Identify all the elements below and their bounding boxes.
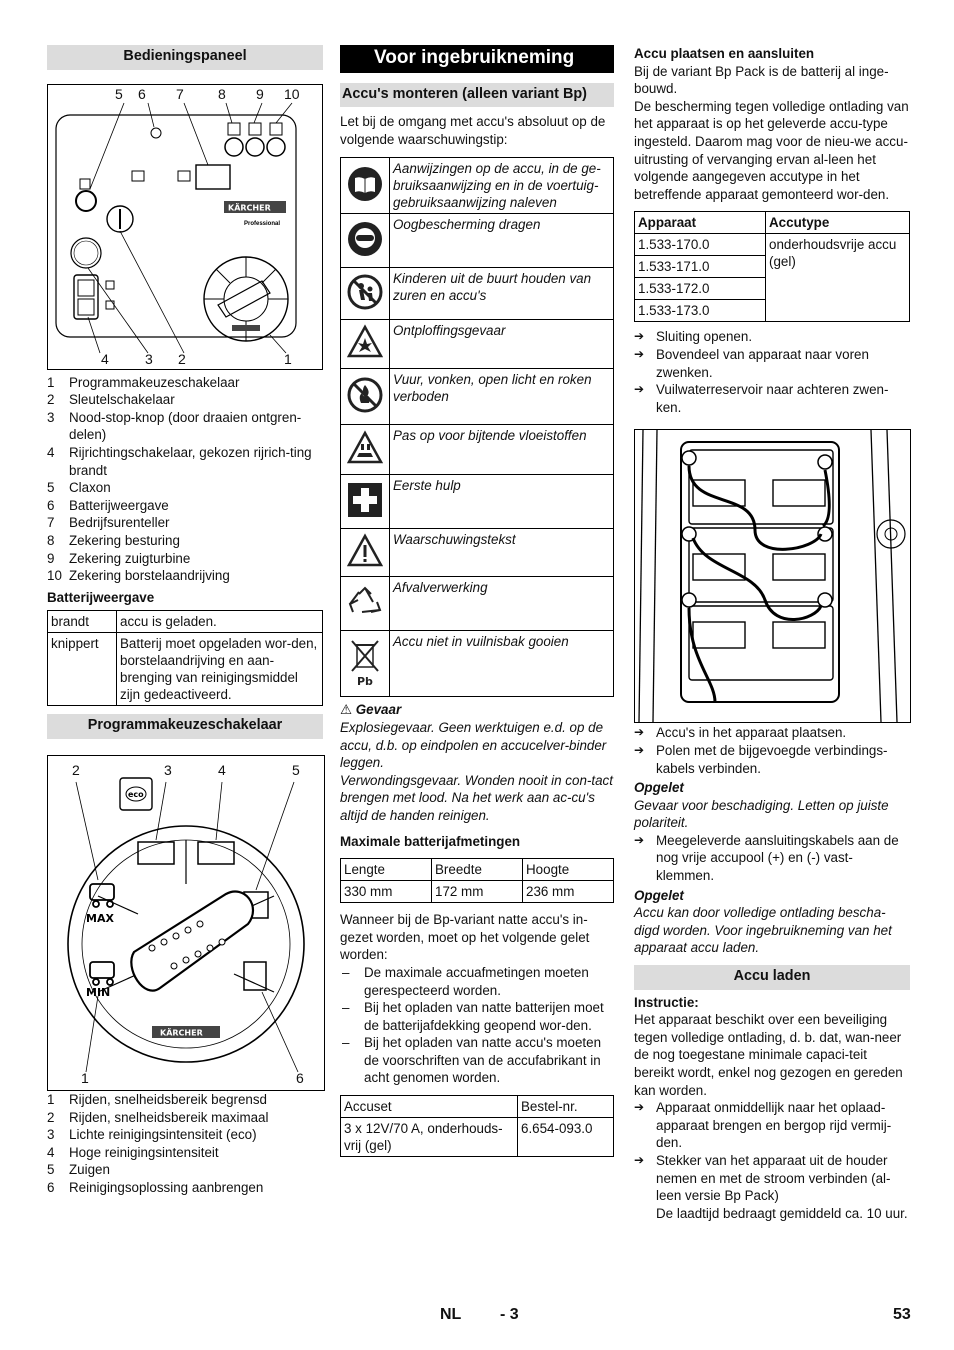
footer-page-number: 53 xyxy=(893,1306,911,1323)
selector-callout-1: 1 xyxy=(81,1069,89,1086)
callout-6: 6 xyxy=(138,85,146,102)
list-item: 1 Programmakeuzeschakelaar xyxy=(47,374,240,390)
list-item: 1 Rijden, snelheidsbereik begrensd xyxy=(47,1091,268,1107)
list-item: 3 Lichte reinigingsintensiteit (eco) xyxy=(47,1127,257,1143)
right-column xyxy=(634,40,910,1222)
list-item: 3 Nood-stop-knop (door draaien ontgren-delen) xyxy=(47,409,302,443)
table-row: 330 mm 172 mm 236 mm xyxy=(341,881,614,903)
caution-text: Gevaar voor beschadiging. Letten op juiste polariteit. xyxy=(634,797,889,831)
table-row: Oogbescherming dragen xyxy=(341,214,614,268)
table-row: 1.533-173.0 xyxy=(635,300,910,322)
left-column xyxy=(47,40,323,1196)
list-item: – Bij het opladen van natte batterijen moet de batterijafdekking geopend wor-den. xyxy=(342,1000,604,1033)
table-row: Accuset Bestel-nr. xyxy=(341,1096,614,1118)
no-children-icon xyxy=(347,274,383,310)
battery-compartment-illustration xyxy=(635,430,910,722)
accuset-table xyxy=(340,1095,614,1157)
caution-label: Opgelet xyxy=(634,887,684,903)
place-heading: Accu plaatsen en aansluiten xyxy=(634,46,815,61)
list-item: 7 Bedrijfsurenteller xyxy=(47,515,170,531)
wet-intro: Wanneer bij de Bp-variant natte accu's in-gezet worden, moet op het volgende gelet worden: xyxy=(340,912,590,963)
callout-8: 8 xyxy=(218,85,226,102)
list-item: ➔ Polen met de bijgevoegde verbindings-kabels verbinden. xyxy=(634,742,888,776)
battery-heading: Batterijweergave xyxy=(47,589,155,605)
intro-text: Let bij de omgang met accu's absoluut op de volgende waarschuwingstip: xyxy=(340,114,606,147)
table-row: Aanwijzingen op de accu, in de ge-bruiksaanwijzing en in de voertuig-gebruiksaanwijzing naleven xyxy=(341,158,614,214)
panel-heading: Bedieningspaneel xyxy=(47,45,323,70)
selector-brand: KÄRCHER xyxy=(160,1028,203,1038)
list-item: ➔ Vuilwaterreservoir naar achteren zwen-ken. xyxy=(634,382,889,415)
explosion-icon xyxy=(347,324,383,360)
table-row: knippert Batterij moet opgeladen wor-den, borstelaandrijving en aan-brenging van reinigingsmiddel zijn gedeactiveerd. xyxy=(48,633,323,706)
corrosive-icon xyxy=(347,430,383,466)
main-heading: Voor ingebruikneming xyxy=(340,45,614,73)
program-selector-illustration xyxy=(48,756,324,1090)
callout-1: 1 xyxy=(284,350,292,367)
danger-icon: ⚠ xyxy=(340,702,353,718)
list-item: 10 Zekering borstelaandrijving xyxy=(47,568,230,584)
table-row: 1.533-171.0 xyxy=(635,256,910,278)
paragraph: De bescherming tegen volledige ontlading van het apparaat is op het geleverde accu-type ingesteld. Daarom mag voor de nieu-we accu-uitrusting of vervanging ervan al-leen het volgende aangegeven accutype in het betreffende apparaat gemonteerd wor-den. xyxy=(634,98,909,202)
callout-5: 5 xyxy=(115,85,123,102)
control-panel-figure xyxy=(47,84,323,370)
list-item: 2 Sleutelschakelaar xyxy=(47,392,175,408)
footer-language: NL xyxy=(440,1306,462,1323)
selector-callout-4: 4 xyxy=(218,761,226,778)
list-item: ➔ Accu's in het apparaat plaatsen. xyxy=(634,725,847,741)
selector-callout-5: 5 xyxy=(292,761,300,778)
sub-heading: Accu's monteren (alleen variant Bp) xyxy=(340,83,614,108)
selector-callout-6: 6 xyxy=(296,1069,304,1086)
instruction-label: Instructie: xyxy=(634,994,699,1010)
paragraph: Bij de variant Bp Pack is de batterij al inge-bouwd. xyxy=(634,63,889,97)
selector-callout-2: 2 xyxy=(72,761,80,778)
warning-table xyxy=(340,157,614,697)
table-row: Afvalverwerking xyxy=(341,577,614,631)
table-row: Ontploffingsgevaar xyxy=(341,320,614,369)
list-item: ➔ Meegeleverde aansluitingskabels aan de nog vrije accupool (+) en (-) vast-klemmen. xyxy=(634,832,899,884)
list-item: ➔ Apparaat onmiddellijk naar het oplaad-apparaat brengen en bergop rijd vermij-den. xyxy=(634,1100,892,1151)
table-row: Pas op voor bijtende vloeistoffen xyxy=(341,425,614,475)
min-label: MIN xyxy=(86,985,111,999)
panel-legend xyxy=(47,374,323,585)
callout-3: 3 xyxy=(145,350,153,367)
danger-text-1: Explosiegevaar. Geen werktuigen e.d. op de accu, d.b. op eindpolen en accucelver-binder leggen. xyxy=(340,719,607,771)
dims-heading: Maximale batterijafmetingen xyxy=(340,833,521,849)
danger-text-2: Verwondingsgevaar. Wonden nooit in con-tact brengen met lood. Na het werk aan ac-cu's altijd de handen reinigen. xyxy=(340,772,613,823)
list-item: 4 Hoge reinigingsintensiteit xyxy=(47,1144,219,1160)
charge-heading: Accu laden xyxy=(634,965,910,990)
list-item: 2 Rijden, snelheidsbereik maximaal xyxy=(47,1109,269,1125)
first-aid-icon xyxy=(347,482,383,518)
table-row: Pb Accu niet in vuilnisbak gooien xyxy=(341,631,614,697)
table-row: Lengte Breedte Hoogte xyxy=(341,859,614,881)
dims-table xyxy=(340,858,614,903)
callout-4: 4 xyxy=(101,350,109,367)
goggles-icon xyxy=(347,221,383,257)
charge-time: De laadtijd bedraagt gemiddeld ca. 10 uur. xyxy=(656,1205,908,1221)
list-item: ➔ Bovendeel van apparaat naar voren zwenken. xyxy=(634,346,869,380)
recycle-icon xyxy=(347,584,383,620)
max-label: MAX xyxy=(86,911,114,925)
panel-model: Professional xyxy=(244,220,281,227)
table-row: brandt accu is geladen. xyxy=(48,611,323,633)
footer-local-page: - 3 xyxy=(500,1306,519,1323)
callout-7: 7 xyxy=(176,85,184,102)
pb-label: Pb xyxy=(357,674,373,687)
callout-10: 10 xyxy=(284,85,300,102)
battery-compartment-figure xyxy=(634,429,911,723)
device-table xyxy=(634,211,910,322)
list-item: 5 Claxon xyxy=(47,480,111,496)
table-row: Eerste hulp xyxy=(341,475,614,529)
list-item: 4 Rijrichtingschakelaar, gekozen rijrich-ting brandt xyxy=(47,444,312,478)
control-panel-illustration xyxy=(48,85,322,369)
no-bin-icon xyxy=(347,637,383,687)
callout-2: 2 xyxy=(178,350,186,367)
middle-column xyxy=(340,40,614,1157)
selector-callout-3: 3 xyxy=(164,761,172,778)
list-item: ➔ Sluiting openen. xyxy=(634,329,753,345)
table-row: Apparaat Accutype xyxy=(635,212,910,234)
list-item: 8 Zekering besturing xyxy=(47,532,180,548)
list-item: 5 Zuigen xyxy=(47,1162,110,1178)
danger-heading: ⚠ Gevaar xyxy=(340,702,402,718)
list-item: – Bij het opladen van natte accu's moeten de voorschriften van de accufabrikant in acht genomen worden. xyxy=(342,1035,602,1086)
list-item: 9 Zekering zuigturbine xyxy=(47,550,191,566)
list-item: 6 Reinigingsoplossing aanbrengen xyxy=(47,1179,264,1195)
caution-text: Accu kan door volledige ontlading bescha-digd worden. Voor ingebruikneming van het apparaat accu laden. xyxy=(634,905,892,956)
list-item: 6 Batterijweergave xyxy=(47,497,169,513)
callout-9: 9 xyxy=(256,85,264,102)
panel-brand: KÄRCHER xyxy=(228,203,271,213)
program-legend xyxy=(47,1091,323,1197)
table-row: 1.533-170.0 onderhoudsvrije accu (gel) xyxy=(635,234,910,256)
list-item: – De maximale accuafmetingen moeten gerespecteerd worden. xyxy=(342,964,589,998)
table-row: Kinderen uit de buurt houden van zuren en accu's xyxy=(341,268,614,320)
no-fire-icon xyxy=(347,377,383,413)
table-row: Waarschuwingstekst xyxy=(341,529,614,577)
list-item: ➔ Stekker van het apparaat uit de houder nemen en met de stroom verbinden (al-leen versie Bp Pack) xyxy=(634,1152,891,1204)
book-icon xyxy=(347,166,383,202)
table-row: Vuur, vonken, open licht en roken verboden xyxy=(341,369,614,425)
program-selector-figure xyxy=(47,755,325,1091)
table-row: 3 x 12V/70 A, onderhouds-vrij (gel) 6.654-093.0 xyxy=(341,1118,614,1157)
instruction-text: Het apparaat beschikt over een beveiliging tegen volledige ontlading, d. b. dat, wan-neer de nog toegestane minimale capaci-teit bereikt wordt, enkel nog gezogen en gereden kan worden. xyxy=(634,1012,903,1098)
eco-label: eco xyxy=(128,789,144,799)
table-row: 1.533-172.0 xyxy=(635,278,910,300)
caution-label: Opgelet xyxy=(634,780,684,796)
warning-icon xyxy=(347,533,383,569)
program-heading: Programmakeuzeschakelaar xyxy=(47,714,323,739)
battery-table xyxy=(47,610,323,706)
